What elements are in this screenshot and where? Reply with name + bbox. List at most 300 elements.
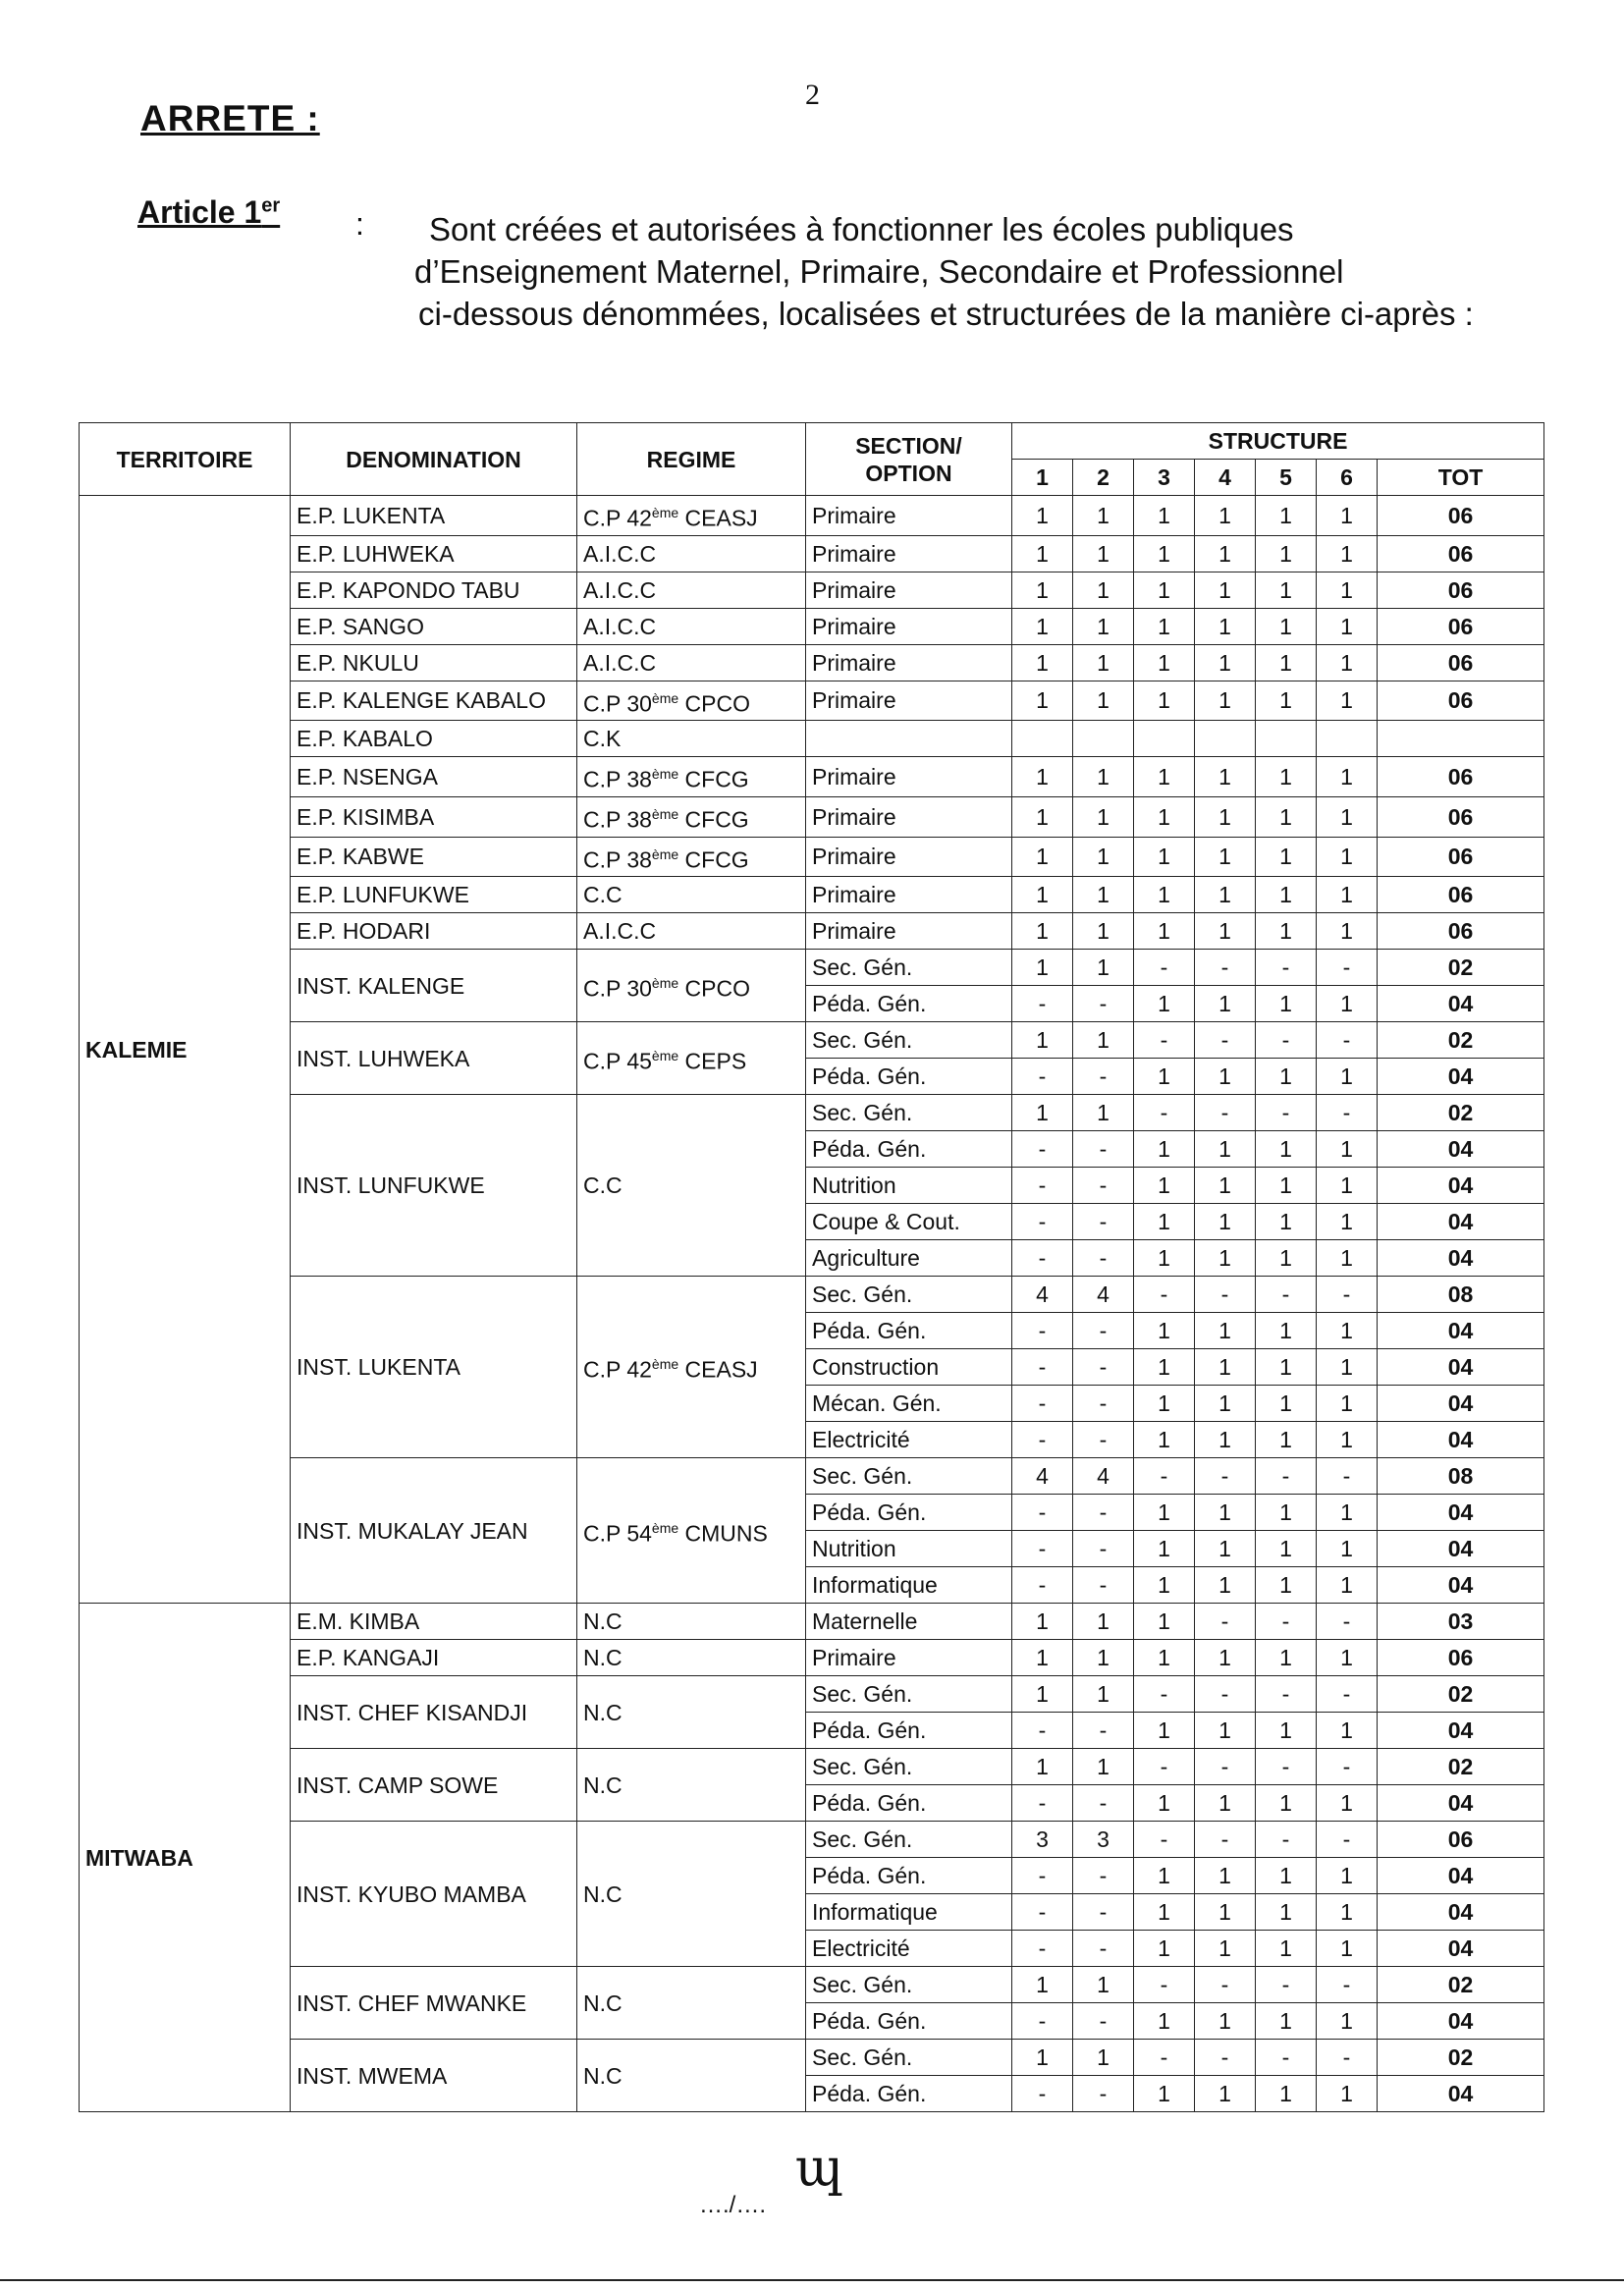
structure-year-1: - bbox=[1012, 1894, 1073, 1931]
structure-year-6: - bbox=[1317, 1676, 1378, 1713]
school-name: E.P. HODARI bbox=[291, 913, 577, 950]
school-name: E.P. KANGAJI bbox=[291, 1640, 577, 1676]
structure-year-3: 1 bbox=[1134, 1531, 1195, 1567]
structure-year-5: 1 bbox=[1256, 1313, 1317, 1349]
section-option: Maternelle bbox=[806, 1604, 1012, 1640]
structure-year-2: 1 bbox=[1073, 877, 1134, 913]
structure-year-1: 1 bbox=[1012, 950, 1073, 986]
structure-year-6: 1 bbox=[1317, 877, 1378, 913]
structure-year-6: 1 bbox=[1317, 1168, 1378, 1204]
regime-text: C.P 38 bbox=[583, 846, 652, 873]
table-row bbox=[80, 950, 1544, 986]
structure-year-6: 1 bbox=[1317, 1567, 1378, 1604]
section-option: Primaire bbox=[806, 535, 1012, 572]
structure-total: 04 bbox=[1378, 1931, 1544, 1967]
section-option: Péda. Gén. bbox=[806, 986, 1012, 1022]
table-body bbox=[80, 496, 1544, 2112]
structure-year-6: 1 bbox=[1317, 1495, 1378, 1531]
table-row bbox=[80, 913, 1544, 950]
school-name: E.P. NKULU bbox=[291, 644, 577, 681]
section-option: Primaire bbox=[806, 681, 1012, 721]
table-row bbox=[80, 1277, 1544, 1313]
structure-year-4: 1 bbox=[1195, 572, 1256, 608]
regime-text: N.C bbox=[583, 1608, 623, 1635]
structure-year-3: 1 bbox=[1134, 1785, 1195, 1822]
structure-total: 04 bbox=[1378, 986, 1544, 1022]
table-row bbox=[80, 721, 1544, 757]
structure-year-3: - bbox=[1134, 1676, 1195, 1713]
section-option: Informatique bbox=[806, 1894, 1012, 1931]
structure-year-3: 1 bbox=[1134, 1313, 1195, 1349]
structure-year-5: 1 bbox=[1256, 496, 1317, 536]
school-name: INST. KYUBO MAMBA bbox=[291, 1822, 577, 1967]
structure-year-2: - bbox=[1073, 1313, 1134, 1349]
structure-year-3: 1 bbox=[1134, 496, 1195, 536]
structure-year-4: 1 bbox=[1195, 1386, 1256, 1422]
structure-year-2: 4 bbox=[1073, 1458, 1134, 1495]
section-option: Primaire bbox=[806, 913, 1012, 950]
regime-text: C.K bbox=[583, 726, 622, 752]
header-col-3: 3 bbox=[1134, 460, 1195, 496]
structure-year-1: 1 bbox=[1012, 913, 1073, 950]
structure-year-1: - bbox=[1012, 1168, 1073, 1204]
regime-text: C.P 45 bbox=[583, 1048, 652, 1074]
header-regime: REGIME bbox=[577, 423, 806, 496]
structure-year-2 bbox=[1073, 721, 1134, 757]
structure-year-4: 1 bbox=[1195, 837, 1256, 877]
header-col-tot: TOT bbox=[1378, 460, 1544, 496]
school-regime bbox=[577, 572, 806, 608]
structure-year-2: 1 bbox=[1073, 2040, 1134, 2076]
school-name: INST. LUKENTA bbox=[291, 1277, 577, 1458]
structure-year-6: 1 bbox=[1317, 1386, 1378, 1422]
regime-sup: ème bbox=[651, 974, 679, 991]
structure-year-2: - bbox=[1073, 1422, 1134, 1458]
structure-year-4: - bbox=[1195, 1967, 1256, 2003]
structure-year-5: 1 bbox=[1256, 913, 1317, 950]
structure-year-1: - bbox=[1012, 1240, 1073, 1277]
structure-year-1: - bbox=[1012, 1931, 1073, 1967]
section-option: Primaire bbox=[806, 796, 1012, 837]
regime-text: C.P 30 bbox=[583, 975, 652, 1002]
structure-year-1: - bbox=[1012, 1567, 1073, 1604]
school-name: E.P. KALENGE KABALO bbox=[291, 681, 577, 721]
structure-year-3 bbox=[1134, 721, 1195, 757]
structure-year-6 bbox=[1317, 721, 1378, 757]
structure-year-6: - bbox=[1317, 1604, 1378, 1640]
structure-year-2: - bbox=[1073, 1567, 1134, 1604]
school-regime bbox=[577, 681, 806, 721]
structure-year-4: - bbox=[1195, 2040, 1256, 2076]
structure-total: 04 bbox=[1378, 1386, 1544, 1422]
structure-year-1: - bbox=[1012, 1131, 1073, 1168]
regime-text: C.C bbox=[583, 1172, 623, 1199]
section-option: Primaire bbox=[806, 757, 1012, 797]
school-name: E.P. KISIMBA bbox=[291, 796, 577, 837]
structure-year-1 bbox=[1012, 721, 1073, 757]
structure-total: 04 bbox=[1378, 1713, 1544, 1749]
section-option: Sec. Gén. bbox=[806, 1967, 1012, 2003]
section-option: Sec. Gén. bbox=[806, 1095, 1012, 1131]
section-option: Electricité bbox=[806, 1931, 1012, 1967]
structure-year-2: - bbox=[1073, 1531, 1134, 1567]
structure-year-5: - bbox=[1256, 2040, 1317, 2076]
section-option: Nutrition bbox=[806, 1168, 1012, 1204]
school-regime bbox=[577, 1967, 806, 2040]
structure-year-3: 1 bbox=[1134, 1604, 1195, 1640]
structure-total: 04 bbox=[1378, 1422, 1544, 1458]
structure-year-1: 1 bbox=[1012, 1749, 1073, 1785]
regime-sup: ème bbox=[651, 1519, 679, 1536]
regime-text: N.C bbox=[583, 2062, 623, 2089]
regime-sup: ème bbox=[651, 505, 679, 520]
structure-year-1: 1 bbox=[1012, 535, 1073, 572]
structure-year-6: 1 bbox=[1317, 535, 1378, 572]
structure-year-4: 1 bbox=[1195, 608, 1256, 644]
structure-total: 04 bbox=[1378, 1240, 1544, 1277]
structure-year-6: 1 bbox=[1317, 1240, 1378, 1277]
structure-year-6: 1 bbox=[1317, 1894, 1378, 1931]
school-regime bbox=[577, 721, 806, 757]
section-option: Sec. Gén. bbox=[806, 1822, 1012, 1858]
structure-year-4: 1 bbox=[1195, 1531, 1256, 1567]
structure-year-5 bbox=[1256, 721, 1317, 757]
structure-year-1: 1 bbox=[1012, 496, 1073, 536]
structure-year-6: 1 bbox=[1317, 1531, 1378, 1567]
regime-text: A.I.C.C bbox=[583, 918, 657, 945]
structure-year-3: - bbox=[1134, 2040, 1195, 2076]
header-structure: STRUCTURE bbox=[1012, 423, 1544, 460]
school-regime bbox=[577, 913, 806, 950]
structure-year-3: - bbox=[1134, 1095, 1195, 1131]
structure-year-6: 1 bbox=[1317, 2003, 1378, 2040]
structure-year-5: 1 bbox=[1256, 1495, 1317, 1531]
structure-total: 04 bbox=[1378, 1204, 1544, 1240]
structure-total: 04 bbox=[1378, 1894, 1544, 1931]
structure-year-3: 1 bbox=[1134, 1204, 1195, 1240]
structure-year-6: 1 bbox=[1317, 681, 1378, 721]
regime-sup: ème bbox=[651, 1047, 679, 1063]
structure-year-4: 1 bbox=[1195, 1422, 1256, 1458]
structure-year-5: 1 bbox=[1256, 644, 1317, 681]
school-regime bbox=[577, 2040, 806, 2112]
structure-total: 04 bbox=[1378, 1495, 1544, 1531]
regime-suffix: CFCG bbox=[678, 846, 749, 873]
structure-year-5: - bbox=[1256, 1022, 1317, 1059]
regime-text: A.I.C.C bbox=[583, 649, 657, 676]
structure-total: 02 bbox=[1378, 950, 1544, 986]
structure-year-6: 1 bbox=[1317, 608, 1378, 644]
structure-year-1: 1 bbox=[1012, 1095, 1073, 1131]
section-option: Sec. Gén. bbox=[806, 1676, 1012, 1713]
structure-total: 04 bbox=[1378, 2003, 1544, 2040]
section-option: Primaire bbox=[806, 1640, 1012, 1676]
structure-year-5: - bbox=[1256, 1749, 1317, 1785]
section-option: Agriculture bbox=[806, 1240, 1012, 1277]
structure-year-4: - bbox=[1195, 1458, 1256, 1495]
structure-year-5: 1 bbox=[1256, 877, 1317, 913]
page-number: 2 bbox=[805, 79, 820, 111]
structure-total: 04 bbox=[1378, 1349, 1544, 1386]
section-option: Sec. Gén. bbox=[806, 950, 1012, 986]
structure-year-6: - bbox=[1317, 1967, 1378, 2003]
structure-total: 06 bbox=[1378, 681, 1544, 721]
table-row bbox=[80, 1676, 1544, 1713]
structure-year-4: 1 bbox=[1195, 1168, 1256, 1204]
section-option bbox=[806, 721, 1012, 757]
structure-year-2: 1 bbox=[1073, 1022, 1134, 1059]
section-option: Primaire bbox=[806, 877, 1012, 913]
section-option: Informatique bbox=[806, 1567, 1012, 1604]
article-colon: : bbox=[355, 206, 364, 242]
structure-year-6: 1 bbox=[1317, 496, 1378, 536]
structure-year-2: - bbox=[1073, 986, 1134, 1022]
school-regime bbox=[577, 796, 806, 837]
structure-year-1: - bbox=[1012, 2003, 1073, 2040]
school-regime bbox=[577, 1640, 806, 1676]
structure-year-1: 1 bbox=[1012, 572, 1073, 608]
regime-suffix: CPCO bbox=[678, 690, 750, 717]
structure-year-2: 1 bbox=[1073, 572, 1134, 608]
structure-year-5: 1 bbox=[1256, 2003, 1317, 2040]
structure-year-4: 1 bbox=[1195, 1567, 1256, 1604]
section-option: Construction bbox=[806, 1349, 1012, 1386]
structure-total: 04 bbox=[1378, 1567, 1544, 1604]
structure-year-3: 1 bbox=[1134, 644, 1195, 681]
structure-year-4: - bbox=[1195, 1822, 1256, 1858]
structure-year-3: 1 bbox=[1134, 1495, 1195, 1531]
table-row bbox=[80, 757, 1544, 797]
structure-year-3: 1 bbox=[1134, 681, 1195, 721]
structure-year-6: 1 bbox=[1317, 1204, 1378, 1240]
header-territoire: TERRITOIRE bbox=[80, 423, 291, 496]
structure-year-6: 1 bbox=[1317, 1349, 1378, 1386]
structure-year-3: 1 bbox=[1134, 2076, 1195, 2112]
structure-total: 04 bbox=[1378, 1168, 1544, 1204]
structure-year-6: 1 bbox=[1317, 986, 1378, 1022]
regime-text: A.I.C.C bbox=[583, 576, 657, 603]
school-regime bbox=[577, 1277, 806, 1458]
structure-total: 02 bbox=[1378, 2040, 1544, 2076]
table-row bbox=[80, 681, 1544, 721]
regime-text: C.P 42 bbox=[583, 1357, 652, 1384]
structure-total: 03 bbox=[1378, 1604, 1544, 1640]
structure-year-4: 1 bbox=[1195, 757, 1256, 797]
structure-year-2: - bbox=[1073, 1131, 1134, 1168]
structure-year-1: 1 bbox=[1012, 837, 1073, 877]
section-option: Sec. Gén. bbox=[806, 1022, 1012, 1059]
structure-year-2: - bbox=[1073, 1168, 1134, 1204]
structure-year-1: 1 bbox=[1012, 877, 1073, 913]
section-option: Primaire bbox=[806, 608, 1012, 644]
bottom-rule bbox=[0, 2279, 1624, 2281]
regime-suffix: CMUNS bbox=[678, 1520, 768, 1547]
table-row bbox=[80, 796, 1544, 837]
structure-year-6: 1 bbox=[1317, 1313, 1378, 1349]
regime-text: A.I.C.C bbox=[583, 540, 657, 567]
structure-year-4: 1 bbox=[1195, 644, 1256, 681]
table-row bbox=[80, 608, 1544, 644]
school-regime bbox=[577, 877, 806, 913]
table-row bbox=[80, 877, 1544, 913]
section-option: Sec. Gén. bbox=[806, 2040, 1012, 2076]
structure-year-4: 1 bbox=[1195, 496, 1256, 536]
school-regime bbox=[577, 1749, 806, 1822]
structure-year-4: 1 bbox=[1195, 986, 1256, 1022]
structure-year-3: 1 bbox=[1134, 2003, 1195, 2040]
structure-year-5: - bbox=[1256, 1604, 1317, 1640]
structure-year-5: - bbox=[1256, 1458, 1317, 1495]
structure-total bbox=[1378, 721, 1544, 757]
structure-year-6: 1 bbox=[1317, 837, 1378, 877]
structure-year-5: 1 bbox=[1256, 1531, 1317, 1567]
structure-year-4: 1 bbox=[1195, 2003, 1256, 2040]
regime-text: N.C bbox=[583, 1645, 623, 1671]
structure-total: 06 bbox=[1378, 496, 1544, 536]
structure-year-5: 1 bbox=[1256, 1168, 1317, 1204]
structure-year-4: 1 bbox=[1195, 877, 1256, 913]
school-regime bbox=[577, 837, 806, 877]
section-option: Coupe & Cout. bbox=[806, 1204, 1012, 1240]
school-name: INST. MWEMA bbox=[291, 2040, 577, 2112]
structure-year-3: 1 bbox=[1134, 757, 1195, 797]
structure-year-2: 1 bbox=[1073, 913, 1134, 950]
structure-total: 06 bbox=[1378, 572, 1544, 608]
structure-year-1: - bbox=[1012, 1858, 1073, 1894]
structure-year-6: 1 bbox=[1317, 1640, 1378, 1676]
article-label-sup: er bbox=[261, 194, 281, 217]
article-line: ci-dessous dénommées, localisées et structurées de la manière ci-après : bbox=[418, 296, 1474, 332]
structure-year-2: 1 bbox=[1073, 1095, 1134, 1131]
structure-year-3: 1 bbox=[1134, 1386, 1195, 1422]
section-option: Péda. Gén. bbox=[806, 1059, 1012, 1095]
structure-year-3: - bbox=[1134, 1749, 1195, 1785]
regime-text: C.P 42 bbox=[583, 505, 652, 531]
structure-year-2: - bbox=[1073, 1931, 1134, 1967]
structure-year-2: 1 bbox=[1073, 1676, 1134, 1713]
regime-text: N.C bbox=[583, 1771, 623, 1798]
structure-total: 08 bbox=[1378, 1458, 1544, 1495]
structure-year-2: - bbox=[1073, 2076, 1134, 2112]
structure-total: 02 bbox=[1378, 1967, 1544, 2003]
structure-year-5: 1 bbox=[1256, 1422, 1317, 1458]
section-option: Primaire bbox=[806, 837, 1012, 877]
structure-year-2: - bbox=[1073, 1858, 1134, 1894]
regime-sup: ème bbox=[651, 1356, 679, 1373]
structure-year-1: - bbox=[1012, 1313, 1073, 1349]
structure-year-2: - bbox=[1073, 1785, 1134, 1822]
structure-year-2: - bbox=[1073, 1495, 1134, 1531]
structure-year-1: 1 bbox=[1012, 1640, 1073, 1676]
structure-year-4: - bbox=[1195, 1676, 1256, 1713]
school-regime bbox=[577, 1095, 806, 1277]
structure-year-5: 1 bbox=[1256, 837, 1317, 877]
structure-year-6: - bbox=[1317, 1822, 1378, 1858]
table-row bbox=[80, 1458, 1544, 1495]
regime-text: C.P 38 bbox=[583, 806, 652, 833]
structure-year-2: 1 bbox=[1073, 796, 1134, 837]
table-row bbox=[80, 1022, 1544, 1059]
regime-sup: ème bbox=[651, 766, 679, 783]
header-col-5: 5 bbox=[1256, 460, 1317, 496]
structure-year-1: 1 bbox=[1012, 2040, 1073, 2076]
structure-year-6: - bbox=[1317, 950, 1378, 986]
structure-year-2: 1 bbox=[1073, 535, 1134, 572]
school-name: INST. LUHWEKA bbox=[291, 1022, 577, 1095]
structure-year-1: 4 bbox=[1012, 1458, 1073, 1495]
structure-total: 06 bbox=[1378, 796, 1544, 837]
structure-year-2: 1 bbox=[1073, 496, 1134, 536]
section-option: Primaire bbox=[806, 644, 1012, 681]
structure-total: 06 bbox=[1378, 535, 1544, 572]
header-section-option: SECTION/ OPTION bbox=[806, 423, 1012, 496]
header-col-2: 2 bbox=[1073, 460, 1134, 496]
structure-year-5: 1 bbox=[1256, 681, 1317, 721]
structure-year-4: 1 bbox=[1195, 2076, 1256, 2112]
structure-year-2: 1 bbox=[1073, 837, 1134, 877]
structure-year-1: 4 bbox=[1012, 1277, 1073, 1313]
structure-year-1: - bbox=[1012, 1386, 1073, 1422]
structure-year-1: - bbox=[1012, 1495, 1073, 1531]
structure-year-4: 1 bbox=[1195, 535, 1256, 572]
section-option: Electricité bbox=[806, 1422, 1012, 1458]
structure-year-2: 1 bbox=[1073, 1604, 1134, 1640]
table-row bbox=[80, 1640, 1544, 1676]
structure-year-1: - bbox=[1012, 1713, 1073, 1749]
structure-year-5: 1 bbox=[1256, 535, 1317, 572]
structure-year-3: 1 bbox=[1134, 986, 1195, 1022]
school-regime bbox=[577, 608, 806, 644]
school-name: INST. CHEF MWANKE bbox=[291, 1967, 577, 2040]
structure-year-3: 1 bbox=[1134, 913, 1195, 950]
structure-year-3: 1 bbox=[1134, 535, 1195, 572]
structure-year-3: - bbox=[1134, 1822, 1195, 1858]
table-row bbox=[80, 644, 1544, 681]
structure-year-5: 1 bbox=[1256, 1204, 1317, 1240]
structure-year-3: 1 bbox=[1134, 1640, 1195, 1676]
school-regime bbox=[577, 535, 806, 572]
structure-total: 04 bbox=[1378, 1531, 1544, 1567]
table-row bbox=[80, 2040, 1544, 2076]
header-col-4: 4 bbox=[1195, 460, 1256, 496]
structure-year-2: - bbox=[1073, 1349, 1134, 1386]
structure-year-3: - bbox=[1134, 950, 1195, 986]
structure-year-6: 1 bbox=[1317, 913, 1378, 950]
structure-year-6: 1 bbox=[1317, 1059, 1378, 1095]
section-option: Péda. Gén. bbox=[806, 1713, 1012, 1749]
structure-year-5: 1 bbox=[1256, 1894, 1317, 1931]
structure-year-2: - bbox=[1073, 1240, 1134, 1277]
structure-total: 04 bbox=[1378, 2076, 1544, 2112]
structure-year-6: 1 bbox=[1317, 1422, 1378, 1458]
article-text bbox=[414, 208, 1524, 335]
school-name: E.P. LUNFUKWE bbox=[291, 877, 577, 913]
section-option: Primaire bbox=[806, 496, 1012, 536]
structure-year-5: - bbox=[1256, 950, 1317, 986]
structure-year-4: 1 bbox=[1195, 1349, 1256, 1386]
article-line: Sont créées et autorisées à fonctionner les écoles publiques bbox=[429, 211, 1294, 247]
section-option: Primaire bbox=[806, 572, 1012, 608]
structure-year-3: 1 bbox=[1134, 1240, 1195, 1277]
school-name: E.P. KABALO bbox=[291, 721, 577, 757]
structure-year-1: - bbox=[1012, 1059, 1073, 1095]
structure-total: 02 bbox=[1378, 1749, 1544, 1785]
structure-year-3: - bbox=[1134, 1458, 1195, 1495]
structure-year-4: 1 bbox=[1195, 1240, 1256, 1277]
structure-year-2: 4 bbox=[1073, 1277, 1134, 1313]
structure-year-4 bbox=[1195, 721, 1256, 757]
regime-suffix: CEASJ bbox=[678, 505, 758, 531]
